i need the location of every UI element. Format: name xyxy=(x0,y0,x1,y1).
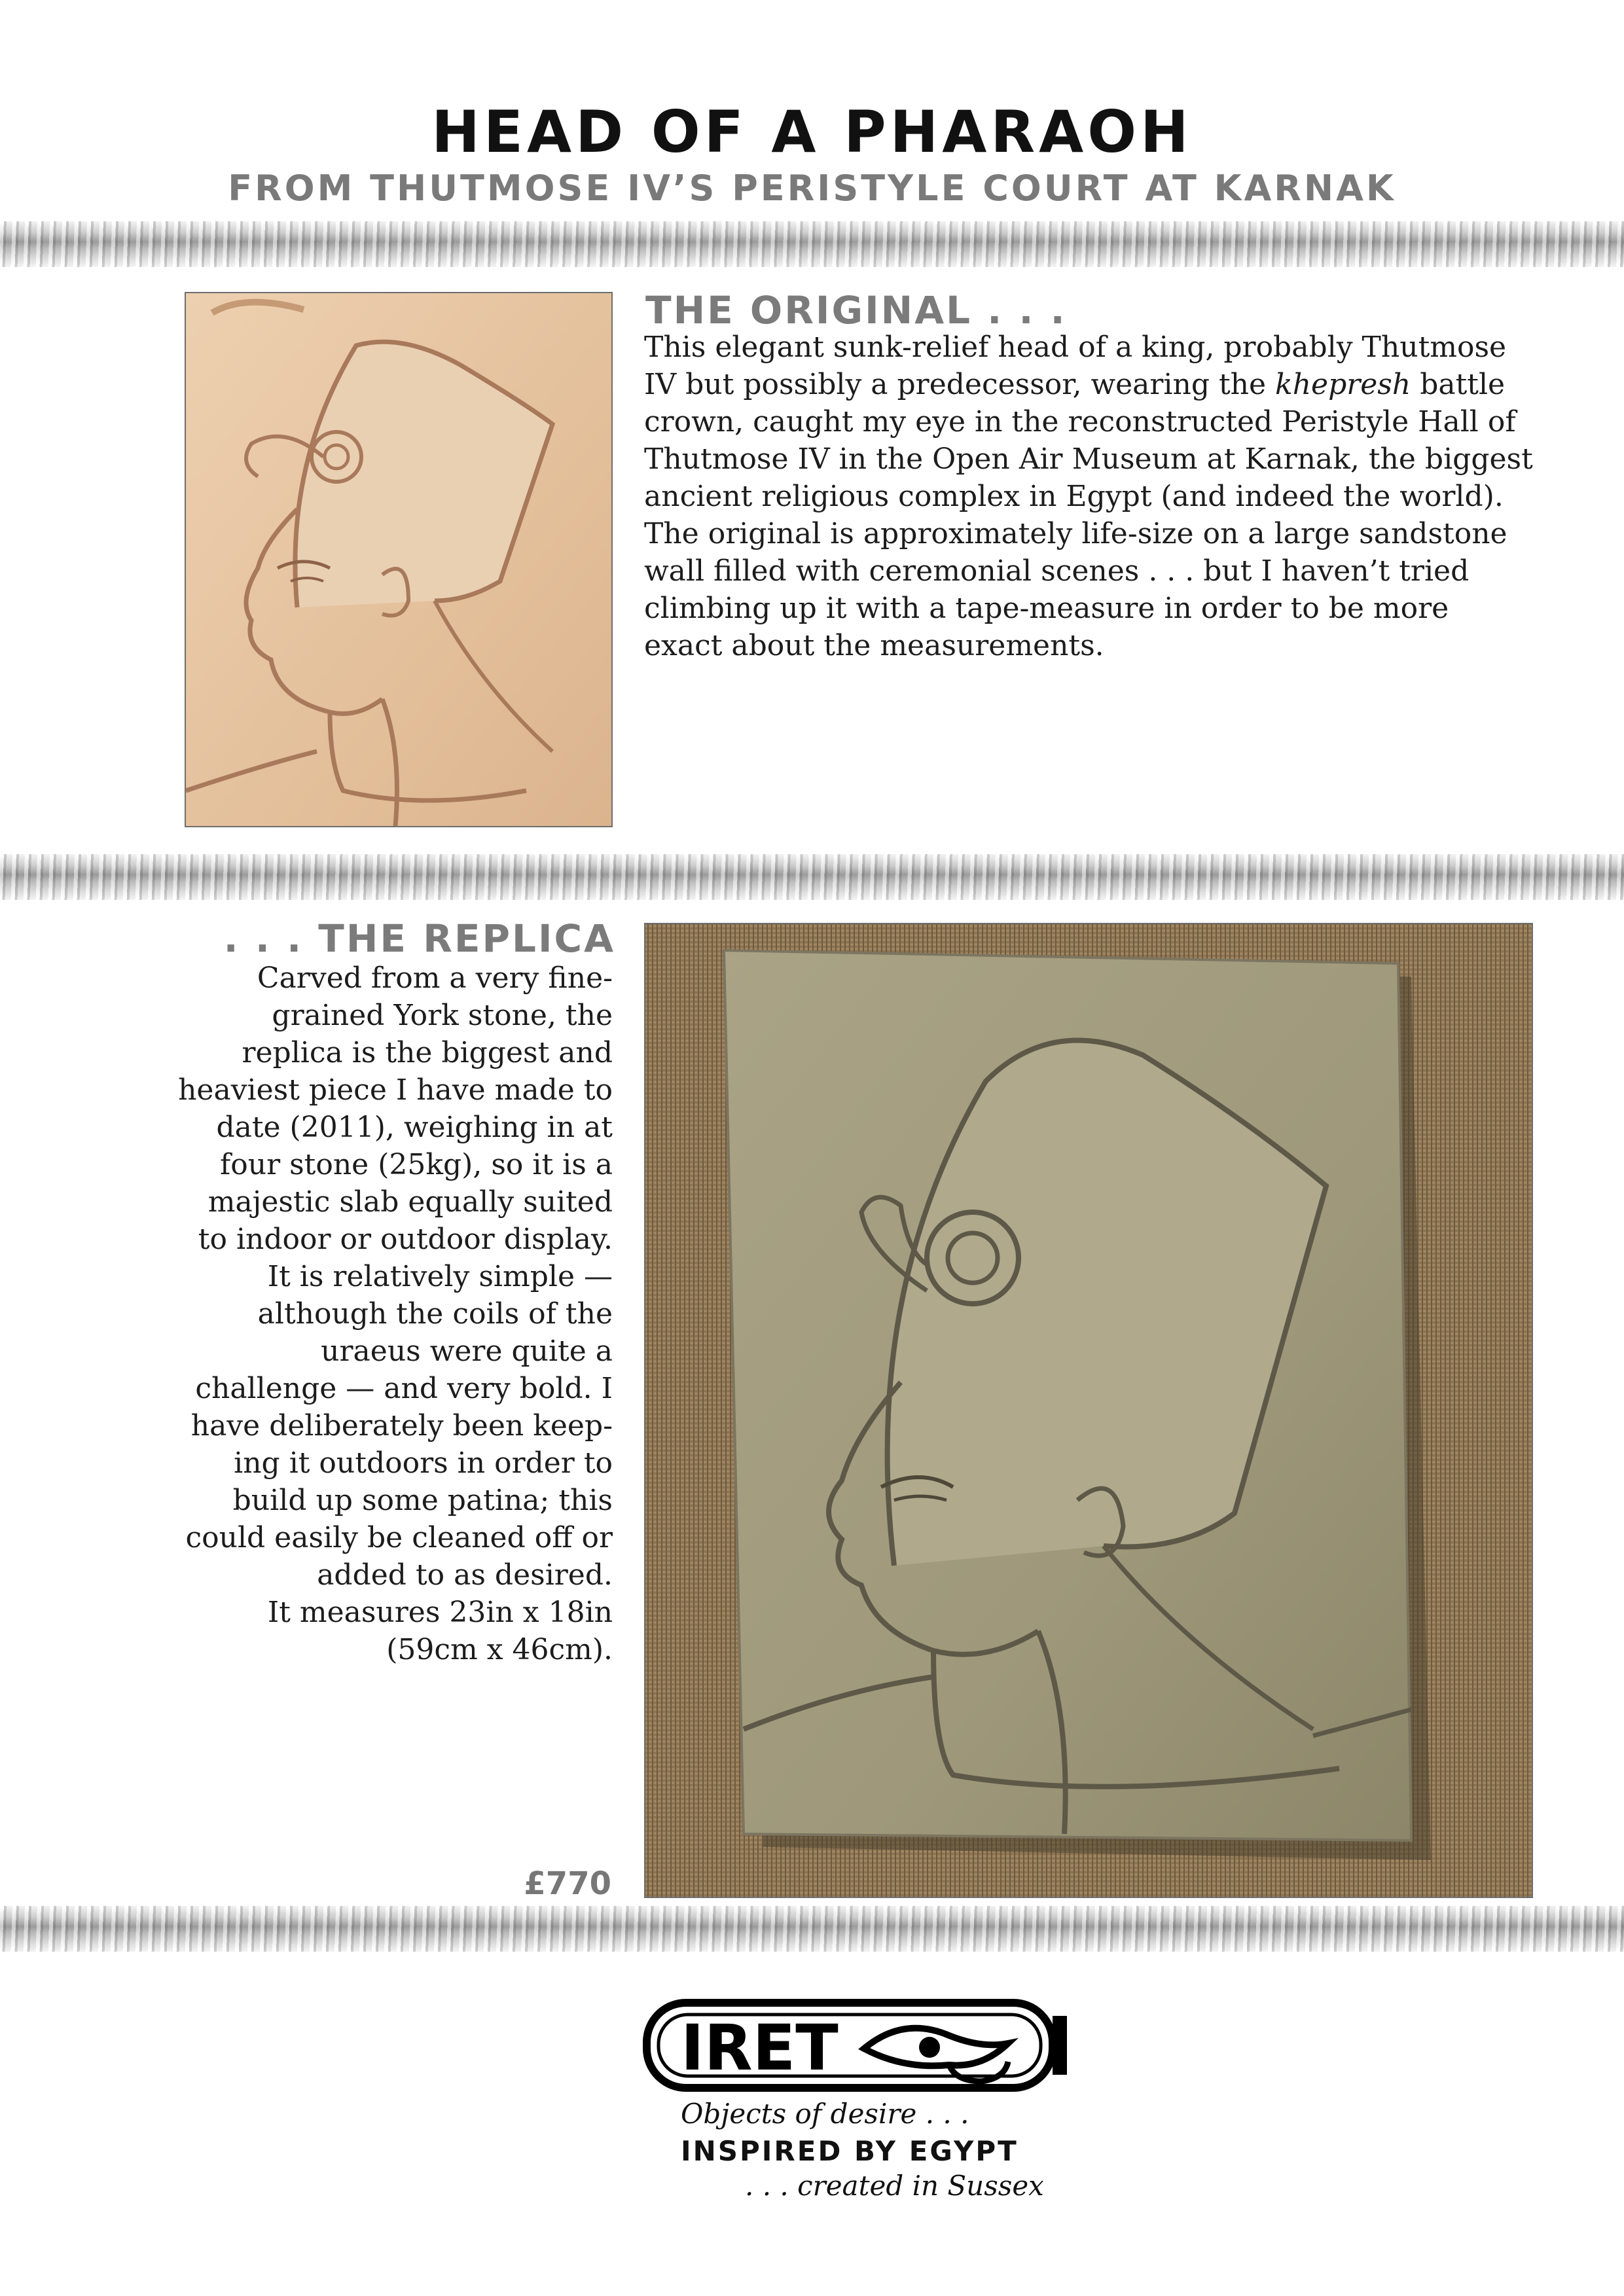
replica-text-line: build up some patina; this xyxy=(232,1484,613,1517)
replica-text-line: four stone (25kg), so it is a xyxy=(219,1148,613,1181)
replica-text-line: ing it outdoors in order to xyxy=(234,1446,613,1480)
tagline-inspired-by-egypt: INSPIRED BY EGYPT xyxy=(681,2135,1019,2167)
original-text-end: battle crown, caught my eye in the reconstructed Peristyle Hall of Thutmose IV in the Open Air Museum at Karnak, the biggest ancient religious complex in Egypt (and indeed the world). The original is approximately life-size on a large sandstone wall filled with ceremonial scenes . . . but I haven’t tried climbing up it with a tape-measure in order to be more exact about the measurements. xyxy=(644,368,1533,662)
replica-text-line: challenge — and very bold. I xyxy=(195,1372,613,1405)
stone-divider-top xyxy=(0,221,1624,267)
price-label: £770 xyxy=(524,1865,611,1902)
original-text-start: This elegant sunk-relief head of a king, probably Thutmose IV but possibly a predecessor, wearing the xyxy=(644,331,1507,401)
replica-text-line: Carved from a very fine- xyxy=(257,961,613,995)
replica-text-line: date (2011), weighing in at xyxy=(216,1111,613,1144)
replica-heading: . . . THE REPLICA xyxy=(223,916,615,961)
replica-text-line: although the coils of the xyxy=(257,1297,613,1331)
tagline-objects-of-desire: Objects of desire . . . xyxy=(681,2098,969,2130)
replica-text-line: added to as desired. xyxy=(317,1558,613,1592)
replica-text-line: It measures 23in x 18in xyxy=(267,1596,613,1629)
replica-description xyxy=(157,960,613,1668)
iret-logo xyxy=(641,1996,1087,2094)
original-text-italic: khepresh xyxy=(1275,368,1411,401)
stone-divider-bottom xyxy=(0,1906,1624,1952)
replica-text-line: have deliberately been keep- xyxy=(190,1409,613,1443)
replica-text-line: to indoor or outdoor display. xyxy=(198,1223,613,1256)
replica-text-line: (59cm x 46cm). xyxy=(386,1633,613,1666)
replica-text-line: uraeus were quite a xyxy=(321,1335,613,1368)
page-title: HEAD OF A PHARAOH xyxy=(431,98,1193,166)
replica-text-line: replica is the biggest and xyxy=(242,1036,613,1069)
replica-text-line: It is relatively simple — xyxy=(267,1260,613,1293)
original-relief-photo xyxy=(185,292,613,827)
page-subtitle: FROM THUTMOSE IV’S PERISTYLE COURT AT KARNAK xyxy=(228,168,1396,209)
replica-text-line: majestic slab equally suited xyxy=(208,1185,613,1219)
replica-text-line: grained York stone, the xyxy=(272,999,613,1032)
replica-text-line: heaviest piece I have made to xyxy=(178,1073,613,1107)
tagline-created-in-sussex: . . . created in Sussex xyxy=(745,2170,1044,2202)
stone-divider-middle xyxy=(0,854,1624,900)
replica-text-line: could easily be cleaned off or xyxy=(185,1521,613,1554)
replica-slab-photo xyxy=(644,923,1533,1898)
original-description xyxy=(644,329,1534,664)
original-heading: THE ORIGINAL . . . xyxy=(645,288,1067,332)
logo-wordmark: IRET xyxy=(681,2011,839,2085)
